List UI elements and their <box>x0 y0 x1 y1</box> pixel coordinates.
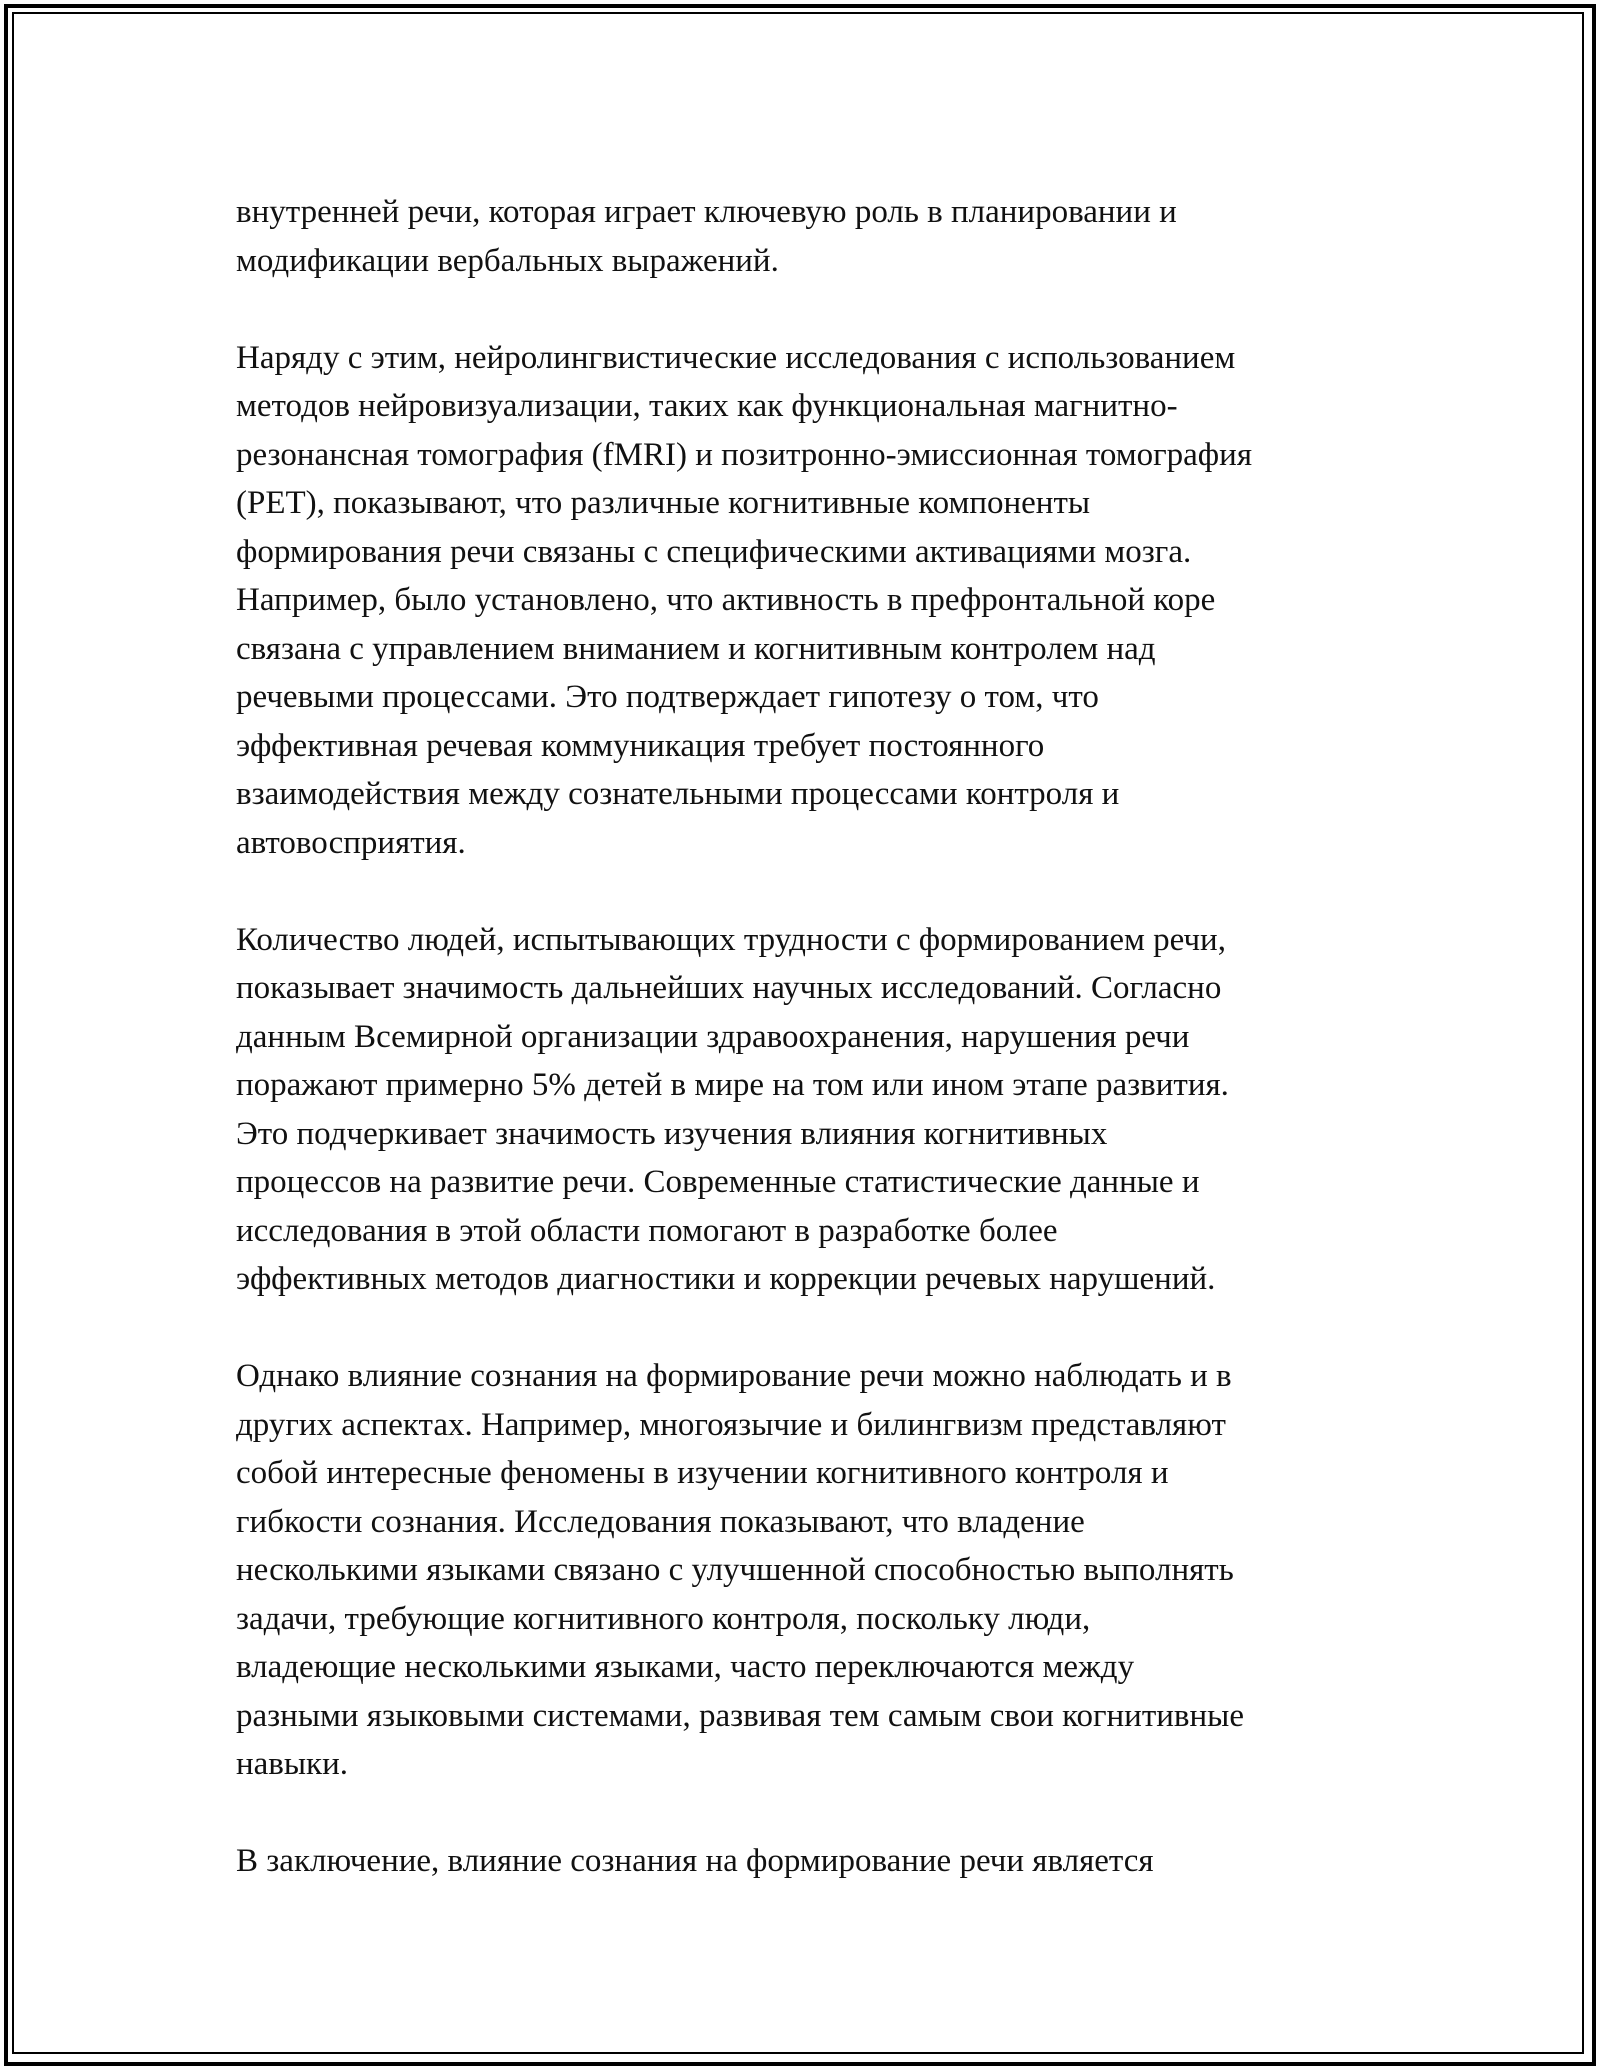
text-line: Однако влияние сознания на формирование речи можно наблюдать и в <box>236 1358 1232 1394</box>
text-line: поражают примерно 5% детей в мире на том или ином этапе развития. <box>236 1067 1229 1103</box>
text-line: несколькими языками связано с улучшенной способностью выполнять <box>236 1552 1234 1588</box>
text-line: (PET), показывают, что различные когнитивные компоненты <box>236 485 1091 521</box>
text-line: задачи, требующие когнитивного контроля, поскольку люди, <box>236 1600 1091 1637</box>
text-line: Наряду с этим, нейролингвистические исследования с использованием <box>236 339 1236 376</box>
text-line: эффективная речевая коммуникация требует постоянного <box>236 727 1045 764</box>
text-line: методов нейровизуализации, таких как функциональная магнитно- <box>236 388 1178 424</box>
text-line: процессов на развитие речи. Современные статистические данные и <box>236 1164 1200 1200</box>
text-line: В заключение, влияние сознания на формирование речи является <box>236 1843 1154 1879</box>
text-line: других аспектах. Например, многоязычие и билингвизм представляют <box>236 1406 1226 1443</box>
paragraph-4 <box>236 1352 1386 1789</box>
document-body <box>236 188 1386 1934</box>
text-line: формирования речи связаны с специфическими активациями мозга. <box>236 533 1192 570</box>
text-line: речевыми процессами. Это подтверждает гипотезу о том, что <box>236 679 1099 715</box>
text-line: гибкости сознания. Исследования показывают, что владение <box>236 1503 1085 1540</box>
text-line: показывает значимость дальнейших научных исследований. Согласно <box>236 970 1222 1006</box>
paragraph-1 <box>236 188 1386 285</box>
text-line: Например, было установлено, что активность в префронтальной коре <box>236 582 1216 618</box>
text-line: Это подчеркивает значимость изучения влияния когнитивных <box>236 1115 1108 1152</box>
text-line: собой интересные феномены в изучении когнитивного контроля и <box>236 1455 1169 1491</box>
text-line: Количество людей, испытывающих трудности с формированием речи, <box>236 921 1226 958</box>
text-line: данным Всемирной организации здравоохранения, нарушения речи <box>236 1018 1190 1055</box>
paragraph-2 <box>236 334 1386 868</box>
text-line: разными языковыми системами, развивая тем самым свои когнитивные <box>236 1697 1244 1734</box>
text-line: навыки. <box>236 1746 349 1782</box>
text-line: связана с управлением вниманием и когнитивным контролем над <box>236 630 1156 667</box>
paragraph-5 <box>236 1837 1386 1886</box>
text-line: исследования в этой области помогают в разработке более <box>236 1212 1058 1249</box>
text-line: автовосприятия. <box>236 824 466 861</box>
text-line: резонансная томография (fMRI) и позитронно-эмиссионная томография <box>236 436 1253 473</box>
text-line: внутренней речи, которая играет ключевую роль в планировании и <box>236 194 1177 230</box>
text-line: модификации вербальных выражений. <box>236 242 779 279</box>
paragraph-3 <box>236 916 1386 1304</box>
text-line: владеющие несколькими языками, часто переключаются между <box>236 1649 1135 1685</box>
text-line: эффективных методов диагностики и коррекции речевых нарушений. <box>236 1261 1216 1297</box>
text-line: взаимодействия между сознательными процессами контроля и <box>236 776 1120 812</box>
